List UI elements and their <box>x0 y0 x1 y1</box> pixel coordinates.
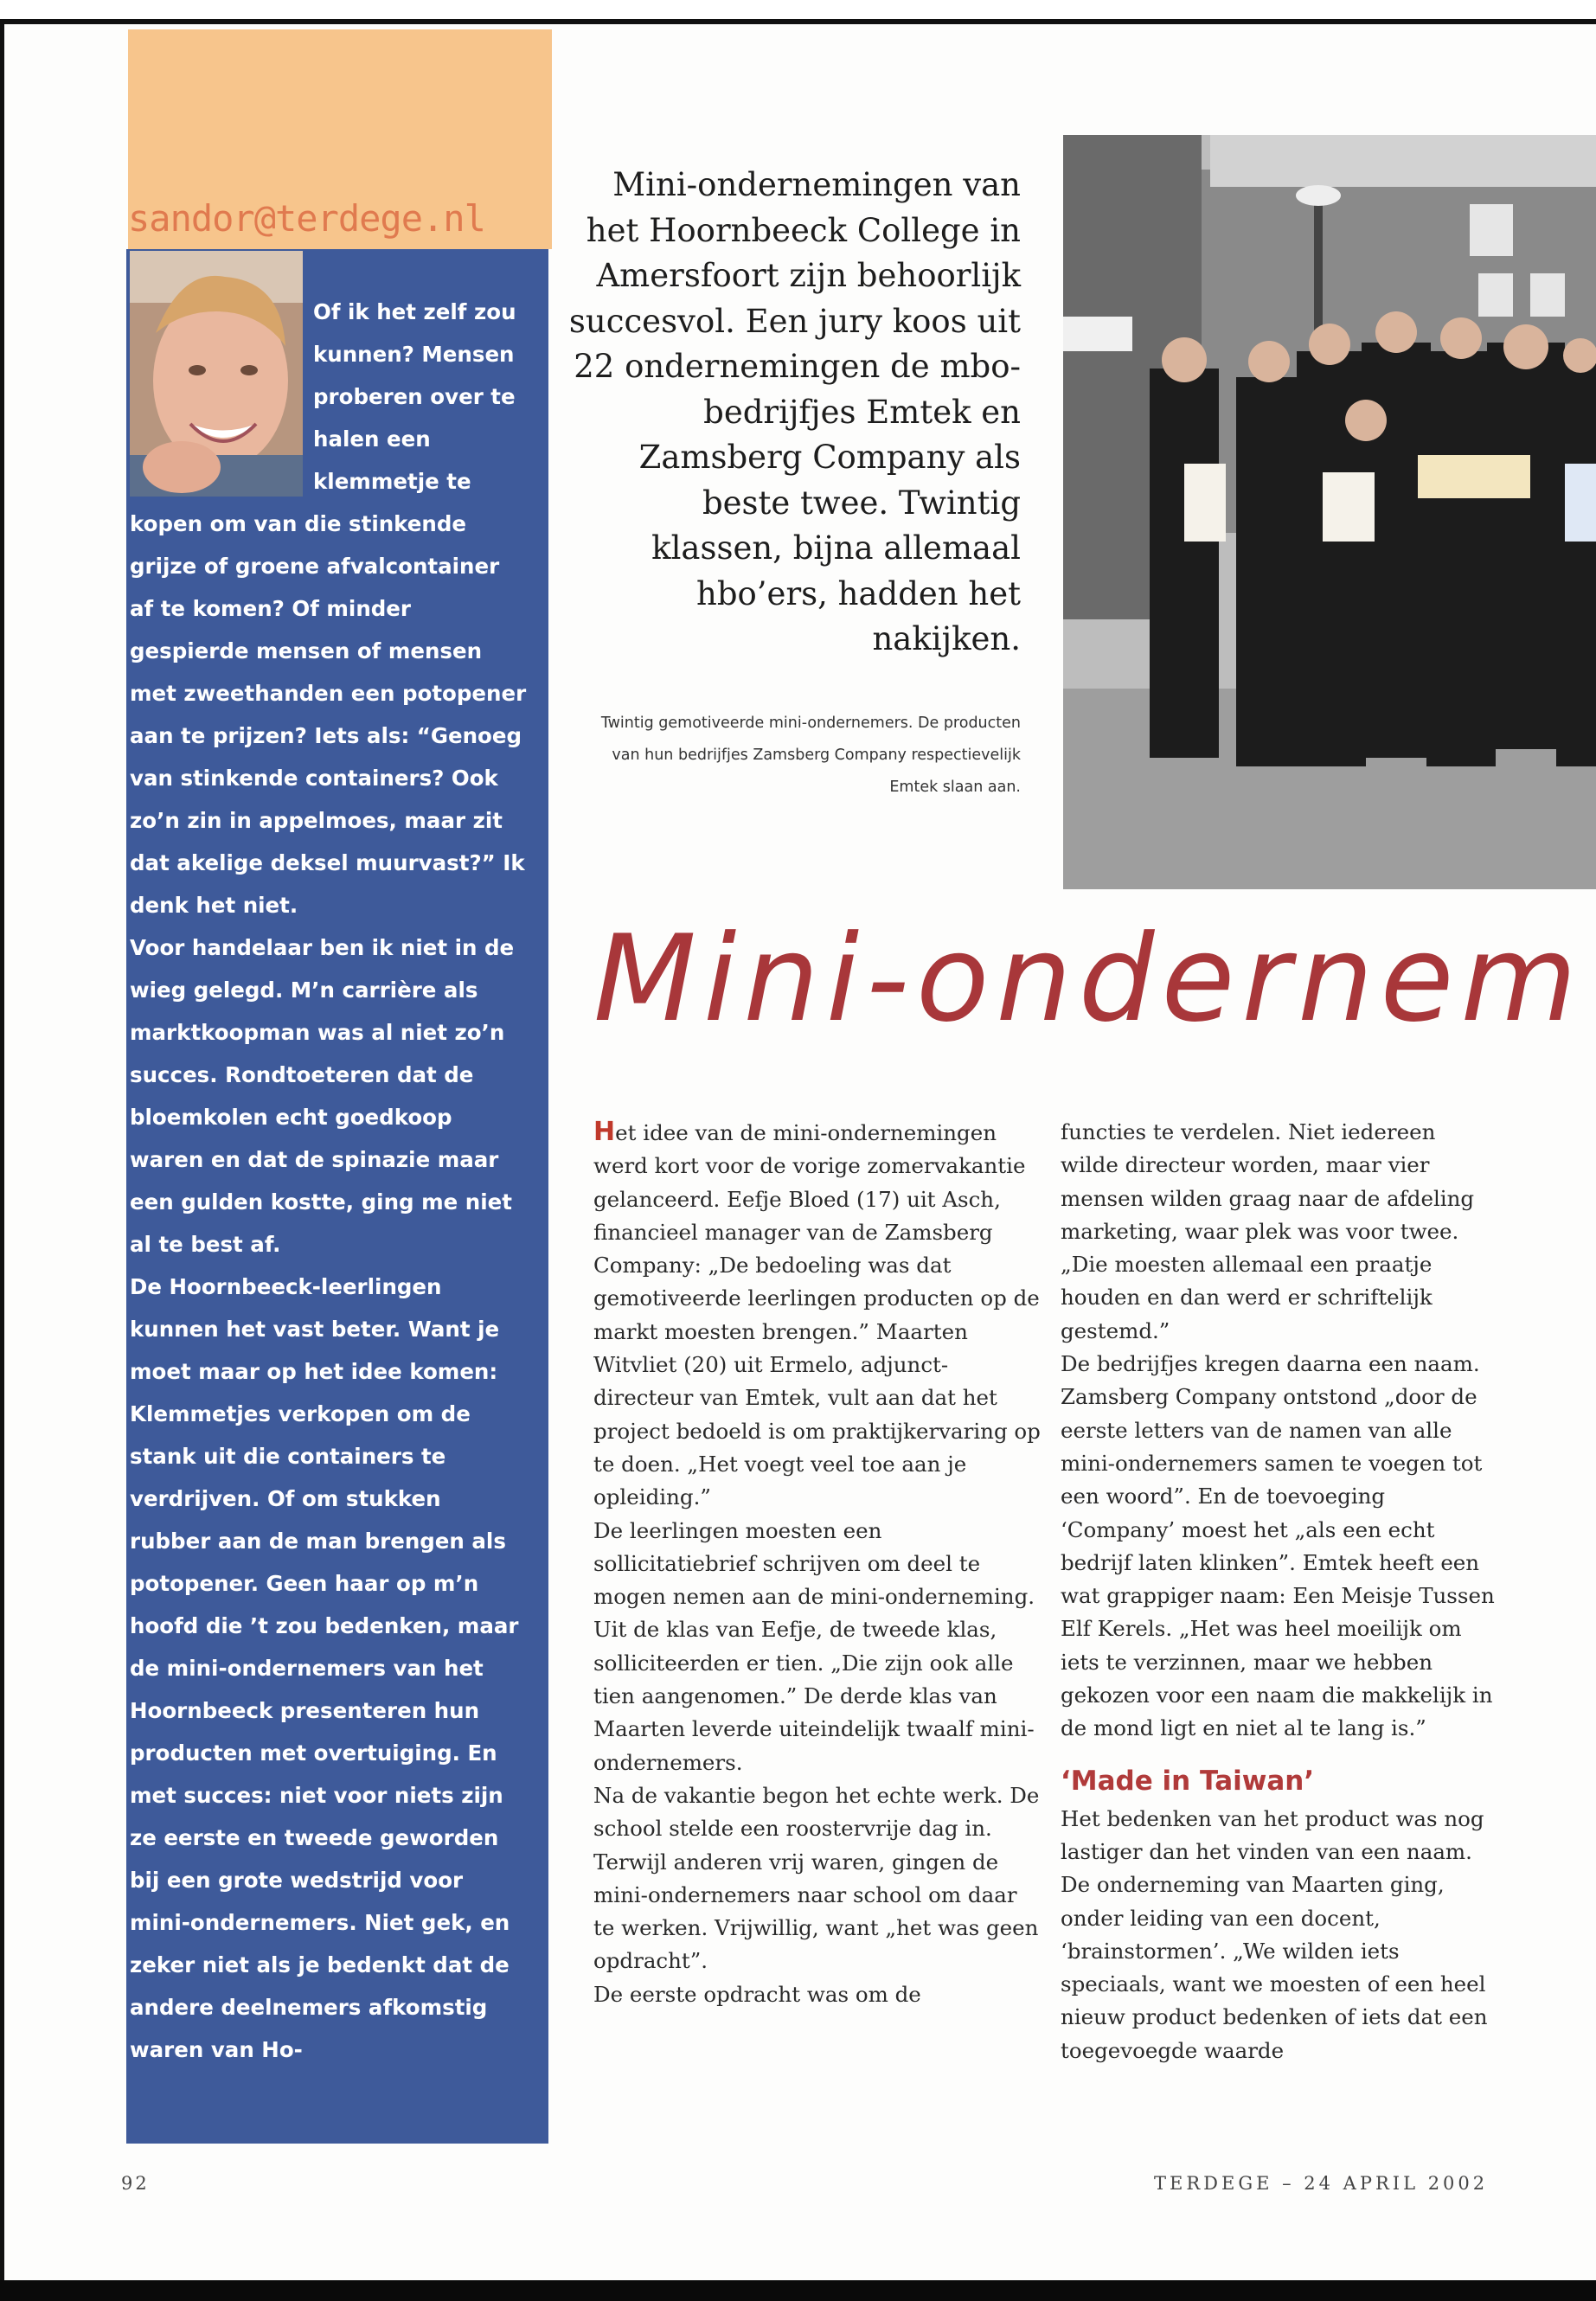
sidebar-paragraph: Of ik het zelf zou kunnen? Mensen proberen over te halen een klemmetje te kopen om van die stinkende grijze of groene afvalcontainer af te komen? Of minder gespierde mensen of mensen met zweethanden een potopener aan te prijzen? Iets als: “Genoeg van stinkende containers? Ook zo’n zin in appelmoes, maar zit dat akelige deksel muurvast?” Ik denk het niet. <box>130 299 527 918</box>
body-paragraph: functies te verdelen. Niet iedereen wilde directeur worden, maar vier mensen wilden graag naar de afdeling marketing, waar plek was voor twee. „Die moesten allemaal een praatje houden en dan werd er schriftelijk gestemd.” <box>1061 1119 1475 1343</box>
body-paragraph-text: et idee van de mini-ondernemingen werd kort voor de vorige zomervakantie gelanceerd. Eefje Bloed (17) uit Asch, financieel manager van de Zamsberg Company: „De bedoeling was dat gemotiveerde leerlingen producten op de markt moesten brengen.” Maarten Witvliet (20) uit Ermelo, adjunct-directeur van Emtek, vult aan dat het project bedoeld is om praktijkervaring op te doen. „Het voegt veel toe aan je opleiding.” <box>593 1120 1041 1510</box>
photo-caption: Twintig gemotiveerde mini-ondernemers. De producten van hun bedrijfjes Zamsberg Company respectievelijk Emtek slaan aan. <box>600 715 1021 796</box>
drop-cap: H <box>593 1117 616 1147</box>
sidebar-column-text <box>130 291 528 2071</box>
group-photo <box>1063 135 1596 889</box>
body-paragraph: De eerste opdracht was om de <box>593 1981 921 2007</box>
body-paragraph: De bedrijfjes kregen daarna een naam. Zamsberg Company ontstond „door de eerste letters van de namen van alle mini-ondernemers samen te voegen tot een woord”. En de toevoeging ‘Company’ moest het „als een echt bedrijf laten klinken”. Emtek heeft een wat grappiger naam: Een Meisje Tussen Elf Kerels. „Het was heel moeilijk om iets te verzinnen, maar we hebben gekozen voor een naam die makkelijk in de mond ligt en niet al te lang is.” <box>1061 1351 1495 1741</box>
publication-footer: TERDEGE – 24 APRIL 2002 <box>1154 2173 1489 2194</box>
body-column-2 <box>1061 1116 1497 2067</box>
intro-lead: Mini-ondernemingen van het Hoornbeeck College in Amersfoort zijn behoorlijk succesvol. Een jury koos uit 22 ondernemingen de mbo-bedrijfjes Emtek en Zamsberg Company als beste twee. Twintig klassen, bijna allemaal hbo’ers, hadden het nakijken. <box>568 166 1021 657</box>
page-edge <box>0 24 4 2282</box>
body-paragraph: Het bedenken van het product was nog lastiger dan het vinden van een naam. De onderneming van Maarten ging, onder leiding van een docent, ‘brainstormen’. „We wilden iets speciaals, want we moesten of een heel nieuw product bedenken of iets dat een toegevoegde waarde <box>1061 1805 1488 2063</box>
body-paragraph: De leerlingen moesten een sollicitatiebrief schrijven om deel te mogen nemen aan de mini-onderneming. Uit de klas van Eefje, de tweede klas, solliciteerden er tien. „Die zijn ook alle tien aangenomen.” De derde klas van Maarten leverde uiteindelijk twaalf mini-ondernemers. <box>593 1517 1035 1775</box>
body-paragraph <box>593 1116 1043 1515</box>
subheading: ‘Made in Taiwan’ <box>1061 1765 1315 1797</box>
sidebar-paragraph: De Hoornbeeck-leerlingen kunnen het vast beter. Want je moet maar op het idee komen: Klemmetjes verkopen om de stank uit die containers te verdrijven. Of om stukken rubber aan de man brengen als potopener. Geen haar op m’n hoofd die ’t zou bedenken, maar de mini-ondernemers van het Hoornbeeck presenteren hun producten met overtuiging. En met succes: niet voor niets zijn ze eerste en tweede geworden bij een grote wedstrijd voor mini-ondernemers. Niet gek, en zeker niet als je bedenkt dat de andere deelnemers afkomstig waren van Ho- <box>130 1274 519 2062</box>
author-email[interactable]: sandor@terdege.nl <box>128 197 485 240</box>
portrait-spacer <box>130 291 313 498</box>
body-column-1 <box>593 1116 1043 2011</box>
page-number: 92 <box>121 2173 150 2194</box>
top-rule <box>0 0 1596 24</box>
body-paragraph: Na de vakantie begon het echte werk. De school stelde een roostervrije dag in. Terwijl anderen vrij waren, gingen de mini-ondernemers naar school om daar te werken. Vrijwillig, want „het was geen opdracht”. <box>593 1782 1040 1974</box>
bottom-rule <box>0 2280 1596 2301</box>
headline: Mini-ondernem <box>593 909 1584 1048</box>
sidebar-paragraph: Voor handelaar ben ik niet in de wieg gelegd. M’n carrière als marktkoopman was al niet zo’n succes. Rondtoeteren dat de bloemkolen echt goedkoop waren en dat de spinazie maar een gulden kostte, ging me niet al te best af. <box>130 935 515 1257</box>
